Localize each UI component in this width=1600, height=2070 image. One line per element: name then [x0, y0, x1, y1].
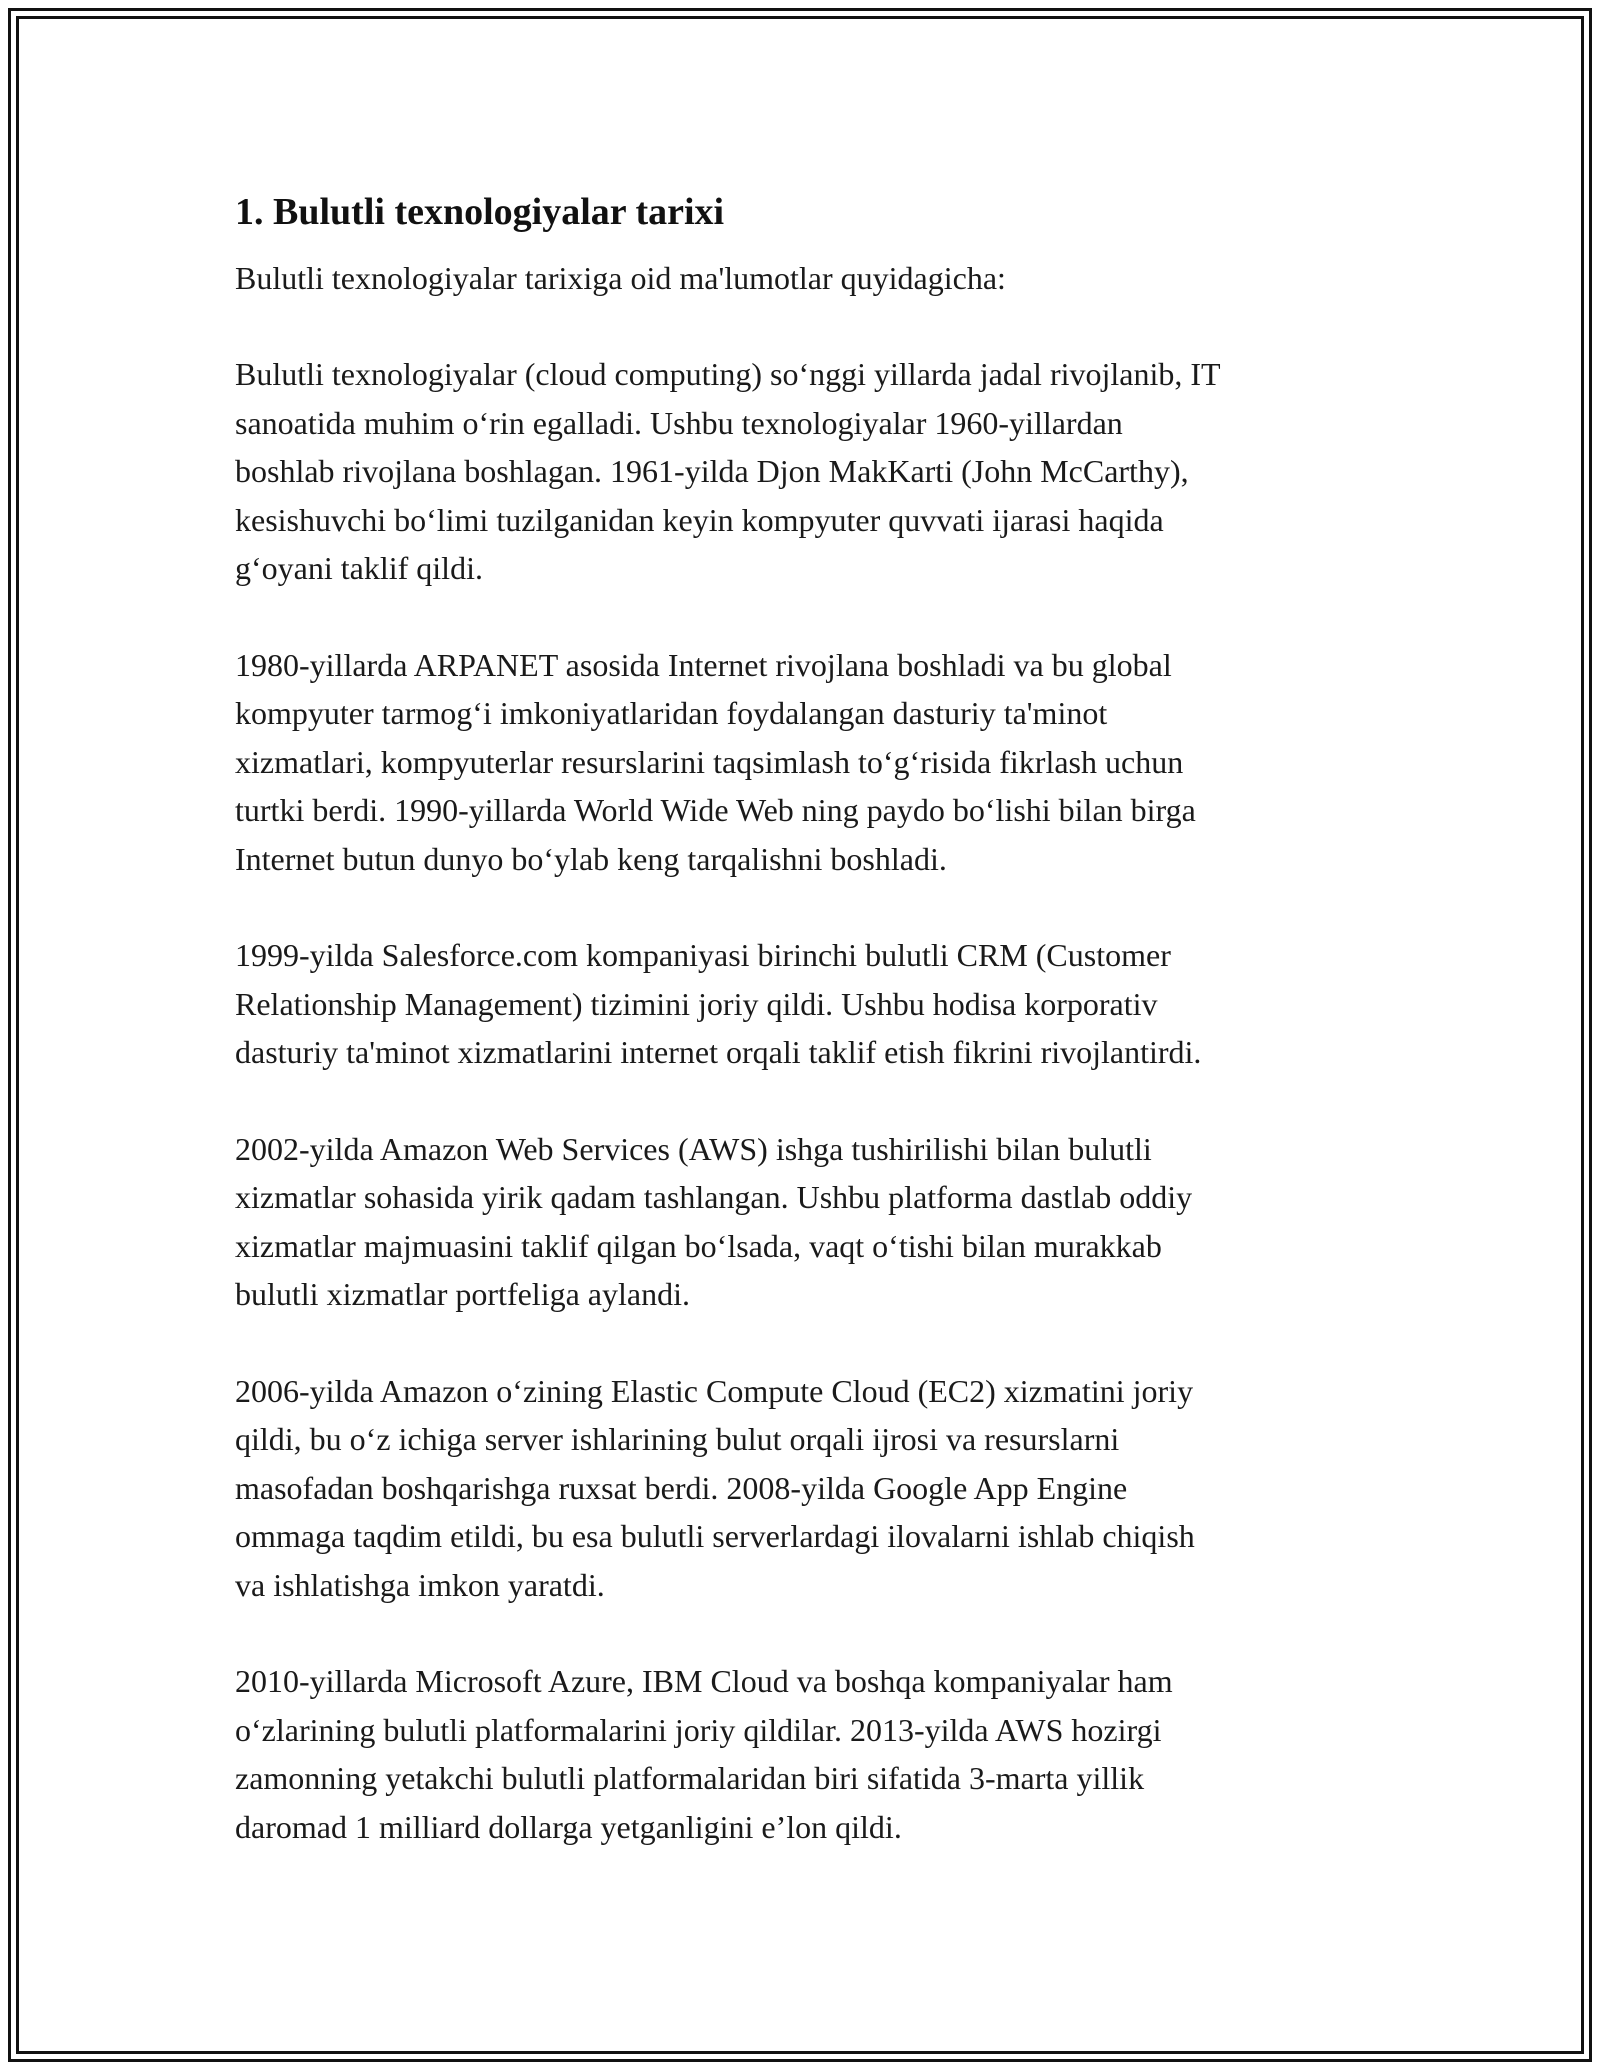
body-paragraph [235, 641, 1395, 884]
paragraph-line: g‘oyani taklif qildi. [235, 550, 483, 586]
paragraph-line: turtki berdi. 1990-yillarda World Wide Web ning paydo bo‘lishi bilan birga [235, 792, 1196, 828]
paragraph-line: bulutli xizmatlar portfeliga aylandi. [235, 1276, 690, 1312]
paragraph-line: 2002-yilda Amazon Web Services (AWS) ishga tushirilishi bilan bulutli [235, 1130, 1152, 1167]
paragraph-line: xizmatlar majmuasini taklif qilgan bo‘lsada, vaqt o‘tishi bilan murakkab [235, 1227, 1162, 1264]
paragraph-line: va ishlatishga imkon yaratdi. [235, 1566, 605, 1603]
paragraph-line: Bulutli texnologiyalar (cloud computing) so‘nggi yillarda jadal rivojlanib, IT [235, 356, 1221, 392]
paragraph-line: masofadan boshqarishga ruxsat berdi. 2008-yilda Google App Engine [235, 1469, 1128, 1506]
paragraph-line: dasturiy ta'minot xizmatlarini internet orqali taklif etish fikrini rivojlantirdi. [235, 1034, 1202, 1070]
body-paragraph [235, 931, 1395, 1077]
section-heading: 1. Bulutli texnologiyalar tarixi [235, 191, 725, 233]
body-paragraph [235, 1657, 1395, 1851]
paragraph-line: zamonning yetakchi bulutli platformalaridan biri sifatida 3-marta yillik [235, 1760, 1145, 1796]
paragraph-line: kesishuvchi bo‘limi tuzilganidan keyin kompyuter quvvati ijarasi haqida [235, 501, 1164, 538]
paragraph-line: xizmatlari, kompyuterlar resurslarini taqsimlash to‘g‘risida fikrlash uchun [235, 743, 1184, 780]
paragraph-line: 1999-yilda Salesforce.com kompaniyasi birinchi bulutli CRM (Customer [235, 937, 1171, 973]
body-paragraph [235, 350, 1395, 593]
paragraph-line: Internet butun dunyo bo‘ylab keng tarqalishni boshladi. [235, 840, 947, 877]
body-paragraph [235, 1125, 1395, 1319]
paragraph-line: o‘zlarining bulutli platformalarini joriy qildilar. 2013-yilda AWS hozirgi [235, 1711, 1162, 1748]
paragraph-line: kompyuter tarmog‘i imkoniyatlaridan foydalangan dasturiy ta'minot [235, 695, 1108, 731]
paragraph-line: Relationship Management) tizimini joriy qildi. Ushbu hodisa korporativ [235, 985, 1158, 1022]
paragraph-line: 2006-yilda Amazon o‘zining Elastic Compute Cloud (EC2) xizmatini joriy [235, 1372, 1194, 1409]
body-paragraph [235, 1367, 1395, 1610]
paragraph-line: xizmatlar sohasida yirik qadam tashlangan. Ushbu platforma dastlab oddiy [235, 1179, 1193, 1215]
paragraph-line: boshlab rivojlana boshlagan. 1961-yilda Djon MakKarti (John McCarthy), [235, 453, 1189, 489]
paragraph-line: qildi, bu o‘z ichiga server ishlarining bulut orqali ijrosi va resurslarni [235, 1421, 1120, 1457]
paragraph-line: sanoatida muhim o‘rin egalladi. Ushbu texnologiyalar 1960-yillardan [235, 404, 1123, 441]
paragraph-line: ommaga taqdim etildi, bu esa bulutli serverlardagi ilovalarni ishlab chiqish [235, 1518, 1195, 1554]
paragraph-list [235, 350, 1395, 1851]
intro-paragraph: Bulutli texnologiyalar tarixiga oid ma'lumotlar quyidagicha: [235, 260, 1006, 296]
document-body [235, 186, 1395, 1851]
paragraph-line: 2010-yillarda Microsoft Azure, IBM Cloud va boshqa kompaniyalar ham [235, 1663, 1173, 1699]
paragraph-line: daromad 1 milliard dollarga yetganligini e’lon qildi. [235, 1808, 902, 1845]
paragraph-line: 1980-yillarda ARPANET asosida Internet rivojlana boshladi va bu global [235, 646, 1172, 683]
